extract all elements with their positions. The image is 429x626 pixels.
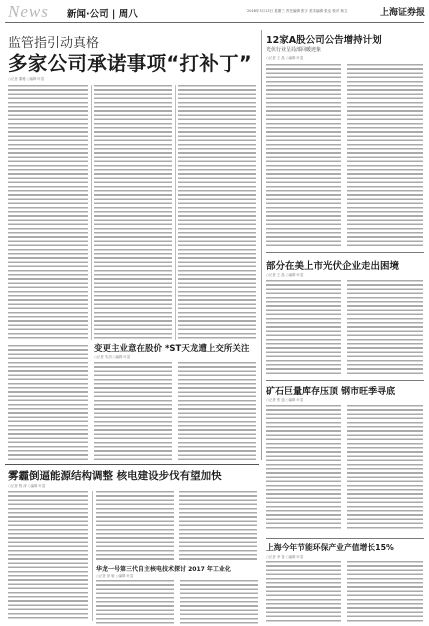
nuclear-body-col-2 [96,491,174,561]
steel-headline: 矿石巨量库存压顶 钢市旺季寻底 [266,387,396,397]
steel-body-col-2 [347,405,423,530]
forum-article [96,564,258,624]
main-headline-line-1: 监管指引动真格 [8,36,100,51]
steel-body-col-1 [266,405,341,530]
main-body-col-3 [178,85,256,340]
issue-meta-line: 2018年3月13日 星期三 责任编辑 张宇 美术编辑 张洁 校对 杨卫 [247,9,348,13]
forum-byline: ○记者 彭 敏 ○编辑 叶富 [96,574,134,578]
nuclear-headline: 雾霾倒逼能源结构调整 核电建设步伐有望加快 [8,470,222,482]
main-headline-line-2: 多家公司承诺事项“打补丁” [8,52,253,75]
section-rule-mid-right [266,252,424,253]
increase-holdings-body-col-1 [266,64,341,248]
masthead [0,0,429,26]
tianlong-body-col-2 [178,362,256,460]
main-byline: ○记者 董雅 ○编辑 叶富 [8,77,45,81]
energy-saving-article [266,541,424,624]
main-body-col-1 [8,85,88,340]
nuclear-byline: ○记者 程 涛 ○编辑 叶富 [8,484,46,488]
steel-byline: ○记者 张 翅 ○编辑 叶富 [266,398,304,402]
us-listed-pv-body-col-2 [347,280,423,376]
section-rule-bottom-left [5,464,259,465]
us-listed-pv-article [266,256,424,376]
masthead-news-word: News [8,2,49,21]
page-column-divider [261,30,262,460]
nuclear-body-col-1 [8,491,88,621]
section-rule-steel [266,380,424,381]
left-body-continued [8,345,88,460]
main-col-divider-2 [175,85,176,340]
section-rule-bottom-right [266,538,424,539]
tianlong-body-col-1 [94,362,172,460]
increase-holdings-headline: 12家A股公司公告增持计划 [266,35,382,46]
us-listed-pv-byline: ○记者 王 晶 ○编辑 叶富 [266,273,304,277]
increase-holdings-article [266,30,424,230]
energy-saving-body-col-1 [266,561,341,623]
nuclear-body-col-3 [179,491,257,561]
main-col-divider-1 [91,85,92,340]
increase-holdings-byline: ○记者 王 晶 ○编辑 叶富 [266,56,304,60]
section-label: 新闻·公司 | 周八 [67,9,138,20]
newspaper-brand: 上海证券报 [380,7,426,17]
nuclear-col-divider [92,491,93,621]
increase-holdings-body-col-2 [347,64,423,248]
masthead-rule [5,22,424,23]
tianlong-byline: ○记者 朱剑 ○编辑 叶富 [94,355,131,359]
energy-saving-body-col-2 [347,561,423,623]
main-body-col-2 [94,85,172,340]
energy-saving-byline: ○记者 李 斐 ○编辑 叶富 [266,555,304,559]
tianlong-article [94,342,258,462]
forum-headline: 华龙一号第三代自主核电技术探讨 2017 年工业化 [96,566,231,573]
forum-body-col-1 [96,580,174,624]
energy-saving-headline: 上海今年节能环保产业产值增长15% [266,543,394,552]
increase-holdings-subtitle: 光伏行业呈局部回暖迹象 [266,47,322,53]
tianlong-headline: 变更主业意在股价 *ST天龙遭上交所关注 [94,344,250,354]
us-listed-pv-headline: 部分在美上市光伏企业走出困境 [266,261,400,272]
steel-article [266,382,424,532]
forum-body-col-2 [180,580,258,624]
us-listed-pv-body-col-1 [266,280,341,376]
